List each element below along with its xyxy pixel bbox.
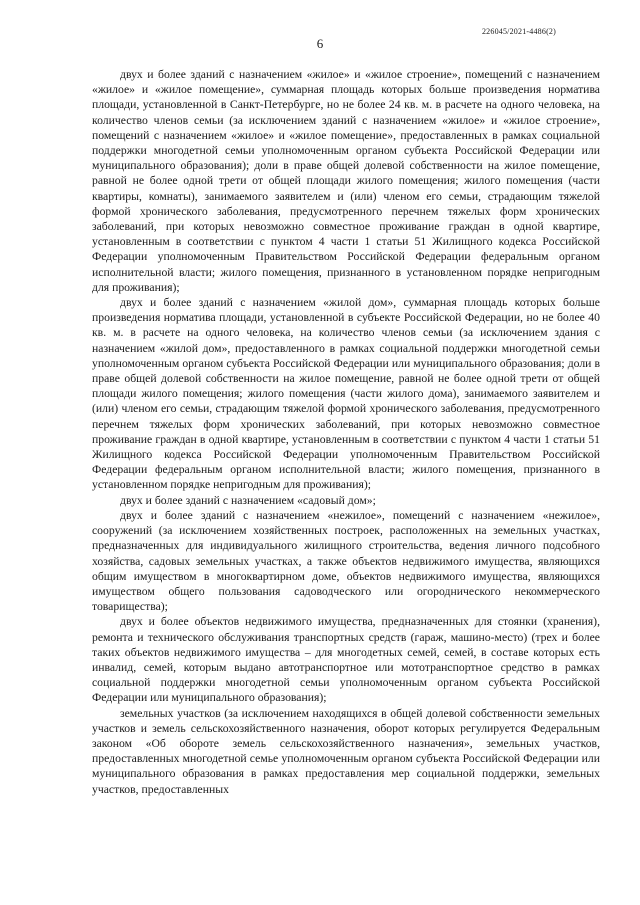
paragraph: двух и более зданий с назначением «жилой дом», суммарная площадь которых больше произведения норматива площади, установленной в субъекте Российской Федерации, но не более 40 кв. м. в расчете на одного человека, на количество членов семьи (за исключением здания с назначением «жилой дом», предоставленного в рамках социальной поддержки многодетной семьи уполномоченным органом субъекта Российской Федерации или муниципального образования; доли в праве общей долевой собственности на жилое помещение, равной не более одной трети от общей площади жилого помещения; жилого помещения (части жилого дома), занимаемого заявителем и (или) членом его семьи, страдающим тяжелой формой хронического заболевания, предусмотренного перечнем тяжелых форм хронических заболеваний, при которых невозможно совместное проживание граждан в одной квартире, установленным в соответствии с пунктом 4 части 1 статьи 51 Жилищного кодекса Российской Федерации уполномоченным Правительством Российской Федерации федеральным органом исполнительной власти; жилого помещения, признанного в установленном порядке непригодным для проживания); — [92, 296, 600, 492]
page-number: 6 — [316, 36, 324, 51]
paragraph: двух и более зданий с назначением «нежилое», помещений с назначением «нежилое», сооружений (за исключением хозяйственных построек, расположенных на земельных участках, предназначенных для индивидуального жилищного строительства, ведения личного подсобного хозяйства, садовых земельных участках, а также объектов недвижимого имущества, являющихся общим имуществом в многоквартирном доме, объектов недвижимого имущества, являющихся имуществом общего пользования садоводческого или огороднического некоммерческого товарищества); — [92, 508, 600, 614]
paragraph: двух и более зданий с назначением «жилое» и «жилое строение», помещений с назначением «жилое» и «жилое помещение», суммарная площадь которых больше произведения норматива площади, установленной в Санкт-Петербурге, но не более 24 кв. м. в расчете на одного человека, на количество членов семьи (за исключением зданий с назначением «жилое» и «жилое строение», помещений с назначением «жилое» и «жилое помещение», предоставленных в рамках социальной поддержки многодетной семьи уполномоченным органом субъекта Российской Федерации или муниципального образования); доли в праве общей долевой собственности на жилое помещение, равной не более одной трети от общей площади жилого помещения; жилого помещения (части квартиры, комнаты), занимаемого заявителем и (или) членом его семьи, страдающим тяжелой формой хронического заболевания, предусмотренного перечнем тяжелых форм хронических заболеваний, при которых невозможно совместное проживание граждан в одной квартире, установленным в соответствии с пунктом 4 части 1 статьи 51 Жилищного кодекса Российской Федерации уполномоченным Правительством Российской Федерации федеральным органом исполнительной власти; жилого помещения, признанного в установленном порядке непригодным для проживания); — [92, 68, 600, 294]
paragraph: земельных участков (за исключением находящихся в общей долевой собственности земельных участков и земель сельскохозяйственного назначения, оборот которых регулируется Федеральным законом «Об обороте земель сельскохозяйственного назначения», земельных участков, предоставленных многодетной семье уполномоченным органом субъекта Российской Федерации или муниципального образования в рамках предоставления мер социальной поддержки, земельных участков, предоставленных — [92, 706, 600, 796]
document-number: 226045/2021-4486(2) — [481, 27, 556, 36]
paragraph: двух и более зданий с назначением «садовый дом»; — [120, 493, 376, 507]
paragraph: двух и более объектов недвижимого имущества, предназначенных для стоянки (хранения), ремонта и технического обслуживания транспортных средств (гараж, машино-место) (трех и более таких объектов недвижимого имущества – для многодетных семей, семей, в составе которых есть инвалид, семей, которым выдано автотранспортное или мототранспортное средство в рамках социальной поддержки многодетной семьи уполномоченным органом субъекта Российской Федерации или муниципального образования); — [92, 615, 600, 705]
document-body — [92, 67, 600, 797]
